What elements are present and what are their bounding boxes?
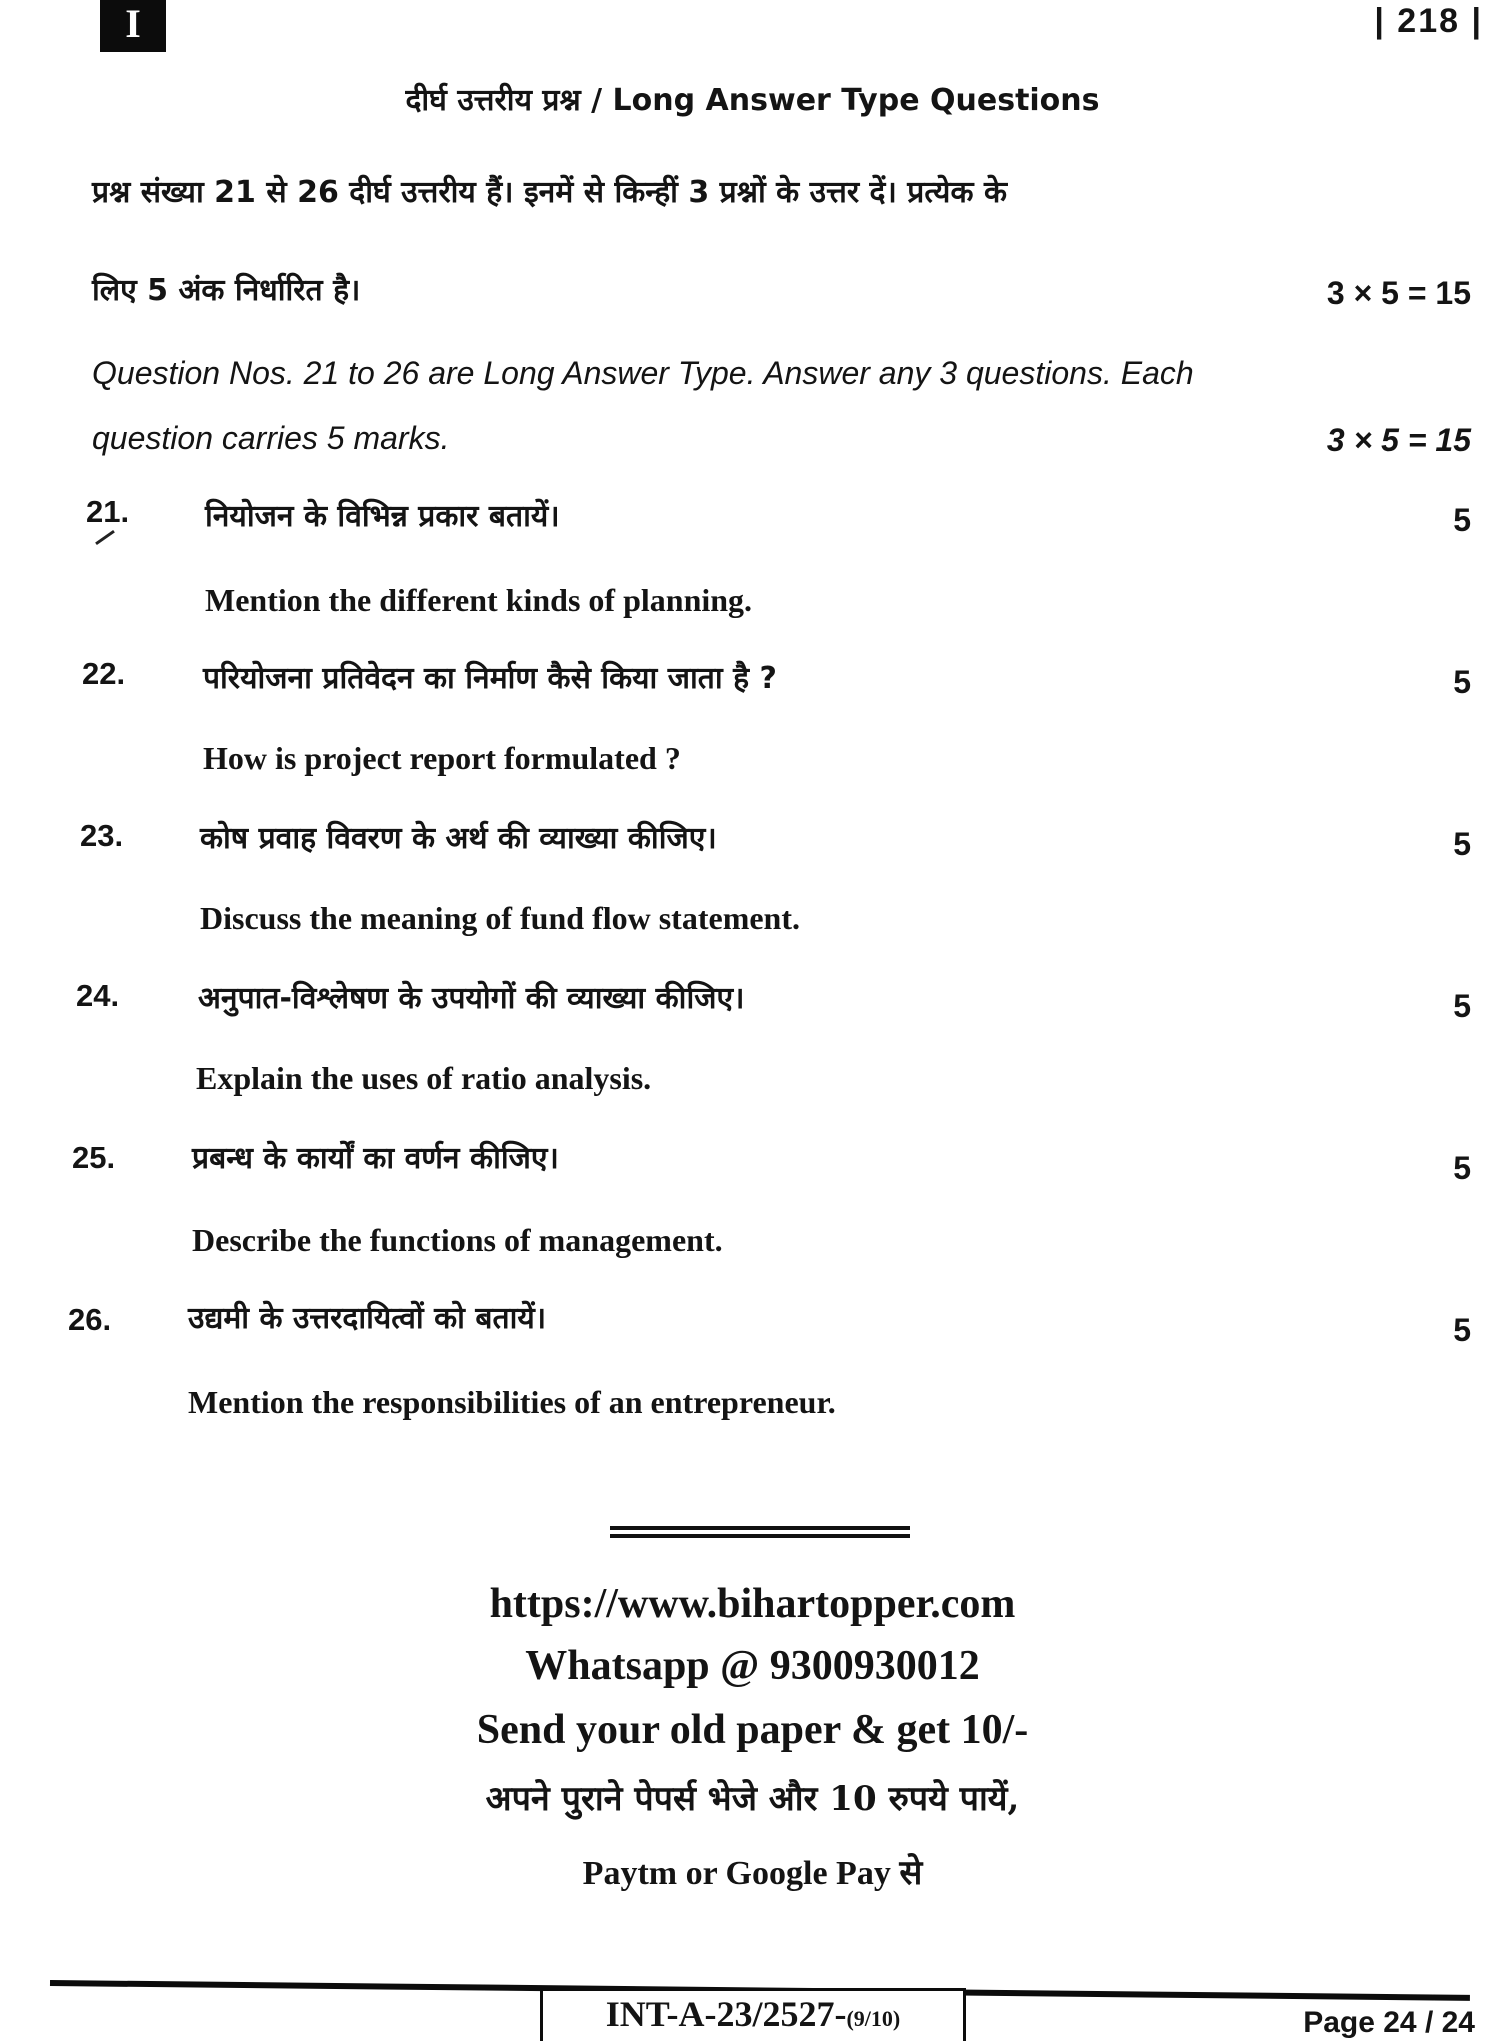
question-english: Discuss the meaning of fund flow statement. [200, 900, 800, 936]
payment-methods: Paytm or Google Pay से [582, 1855, 923, 1892]
english-instruction-line-2: question carries 5 marks. [92, 420, 450, 456]
whatsapp-contact: Whatsapp @ 9300930012 [525, 1643, 980, 1689]
question-english: Mention the different kinds of planning. [205, 582, 753, 618]
question-english: How is project report formulated ? [203, 740, 681, 776]
question-number: 25. [72, 1140, 116, 1175]
question-english: Mention the responsibilities of an entrepreneur. [188, 1384, 836, 1420]
question-marks: 5 [1453, 502, 1471, 538]
question-number: 21. [86, 494, 130, 529]
hindi-instruction-line-2: लिए 5 अंक निर्धारित है। [92, 273, 361, 308]
page-number: Page 24 / 24 [1303, 2006, 1475, 2039]
section-end-divider [610, 1526, 910, 1538]
question-hindi: कोष प्रवाह विवरण के अर्थ की व्याख्या कीजिए। [200, 821, 717, 856]
english-marks-formula: 3 × 5 = 15 [1326, 422, 1471, 458]
website-link[interactable]: https://www.bihartopper.com [489, 1581, 1016, 1627]
page-code: | 218 | [1374, 2, 1483, 40]
question-english: Explain the uses of ratio analysis. [196, 1060, 652, 1096]
question-marks: 5 [1453, 1312, 1471, 1348]
question-english: Describe the functions of management. [192, 1222, 723, 1258]
paper-code-box [540, 1988, 966, 2041]
question-number: 24. [76, 978, 120, 1013]
question-number: 23. [80, 818, 124, 853]
question-marks: 5 [1453, 1150, 1471, 1186]
question-marks: 5 [1453, 826, 1471, 862]
question-marks: 5 [1453, 988, 1471, 1024]
paper-code: INT-A-23/2527- [605, 1994, 847, 2034]
series-box: I [100, 0, 166, 52]
offer-hindi: अपने पुराने पेपर्स भेजे और 10 रुपये पायें, [485, 1779, 1020, 1819]
hindi-marks-formula: 3 × 5 = 15 [1326, 275, 1471, 311]
section-title: दीर्घ उत्तरीय प्रश्न / Long Answer Type Questions [405, 83, 1100, 118]
question-hindi: नियोजन के विभिन्न प्रकार बतायें। [205, 499, 560, 534]
question-marks: 5 [1453, 664, 1471, 700]
question-number: 22. [82, 656, 126, 691]
english-instruction-line-1: Question Nos. 21 to 26 are Long Answer Type. Answer any 3 questions. Each [92, 355, 1194, 391]
question-hindi: परियोजना प्रतिवेदन का निर्माण कैसे किया जाता है ? [203, 661, 777, 696]
hindi-instruction-line-1: प्रश्न संख्या 21 से 26 दीर्घ उत्तरीय हैं। इनमें से किन्हीं 3 प्रश्नों के उत्तर दें। प्रत्येक के [92, 175, 1007, 210]
question-hindi: प्रबन्ध के कार्यों का वर्णन कीजिए। [192, 1141, 559, 1176]
pen-tick-mark [95, 530, 115, 545]
offer-english: Send your old paper & get 10/- [476, 1707, 1029, 1753]
paper-code-suffix: (9/10) [846, 2006, 901, 2031]
question-hindi: उद्यमी के उत्तरदायित्वों को बतायें। [188, 1301, 547, 1336]
question-hindi: अनुपात-विश्लेषण के उपयोगों की व्याख्या कीजिए। [198, 981, 745, 1016]
question-number: 26. [68, 1302, 112, 1337]
